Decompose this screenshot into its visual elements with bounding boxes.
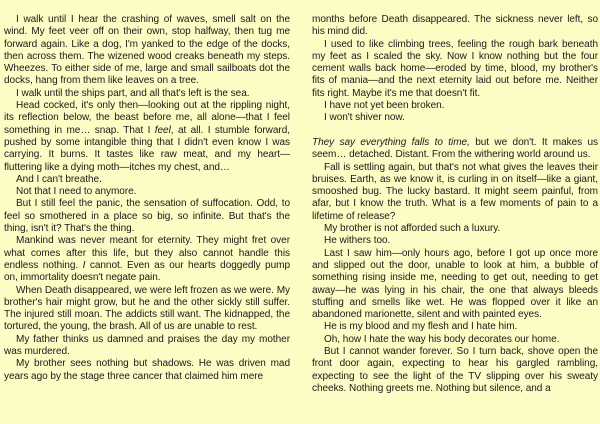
paragraph: I used to like climbing trees, feeling the rough bark beneath my feet as I scaled the sky. Now I know nothing but the four cement walls back home—eroded by time, blood, my brother's fits of mania—and the next eternity laid out before me. Neither fits right. Maybe it's me that doesn't fit. (312, 38, 598, 99)
paragraph: My father thinks us damned and praises the day my mother was murdered. (4, 333, 290, 358)
paragraph: I have not yet been broken. (324, 100, 445, 112)
paragraph: months before Death disappeared. The sickness never left, so his mind did. (312, 14, 598, 38)
paragraph: I walk until the ships part, and all that's left is the sea. (16, 87, 250, 99)
right-page (312, 14, 598, 395)
paragraph: Fall is settling again, but that's not what gives the leaves their bruises. Earth, as we know it, is curling in on itself—like a giant, smooshed bug. The lucky bastard. It might seem painful, from afar, but I know the truth. What is a few moments of pain to a lifetime of release? (312, 161, 598, 222)
paragraph: Last I saw him—only hours ago, before I got up once more and slipped out the door, unable to look at him, a bubble of something rising inside me, needing to get out, needing to get away—he was lying in his chair, the one that always bleeds stuffing and smells like wet. He was flopped over it like an abandoned marionette, silent and with painted eyes. (312, 247, 598, 321)
paragraph: Mankind was never meant for eternity. They might fret over what comes after this life, but they also cannot handle this endless nothing. I cannot. Even as our hearts doggedly pump on, immortality doesn't negate pain. (4, 235, 290, 284)
paragraph: I won't shiver now. (324, 112, 405, 124)
paragraph: And I can't breathe. (16, 173, 102, 185)
paragraph: He withers too. (324, 235, 391, 247)
paragraph: I walk until I hear the crashing of waves, smell salt on the wind. My feet veer off on their own, stop halfway, then tug me forward again. Like a dog, I'm yanked to the edge of the docks, then across them. The wizened wood creaks beneath my steps. Wheezes. To either side of me, large and small sailboats dot the docks, hang from them like leaves on a tree. (4, 14, 290, 87)
paragraph: He is my blood and my flesh and I hate him. (324, 321, 518, 333)
paragraph: My brother sees nothing but shadows. He was driven mad years ago by the stage three cancer that claimed him mere (4, 358, 290, 382)
paragraph: Not that I need to anymore. (16, 186, 137, 198)
section-opening-paragraph: They say everything falls to time, but we don't. It makes us seem… detached. Distant. From the withering world around us. (312, 136, 598, 161)
paragraph: But I cannot wander forever. So I turn back, shove open the front door again, expecting to hear his gargled rambling, expecting to see the light of the TV slipping over his sweaty cheeks. Nothing greets me. Nothing but silence, and a (312, 346, 598, 394)
paragraph: My brother is not afforded such a luxury. (324, 223, 501, 235)
paragraph: But I still feel the panic, the sensation of suffocation. Odd, to feel so smothered in a place so big, so infinite. But that's the thing, isn't it? That's the thing. (4, 198, 290, 235)
left-page (4, 14, 290, 383)
paragraph: Head cocked, it's only then—looking out at the rippling night, its reflection below, the beast before me, all alone—that I feel something in me… snap. That I feel, at all. I stumble forward, pushed by some intangible thing that I didn't even know I was carrying. It burns. It tastes like raw meat, and my heart—fluttering like a dying moth—itches my chest, and… (4, 100, 290, 173)
paragraph: Oh, how I hate the way his body decorates our home. (324, 333, 560, 345)
paragraph: When Death disappeared, we were left frozen as we were. My brother's hair might grow, but he and the other sickly still suffer. The injured still moan. The addicts still want. The kidnapped, the tortured, the young, the brash. All of us are unable to rest. (4, 284, 290, 333)
